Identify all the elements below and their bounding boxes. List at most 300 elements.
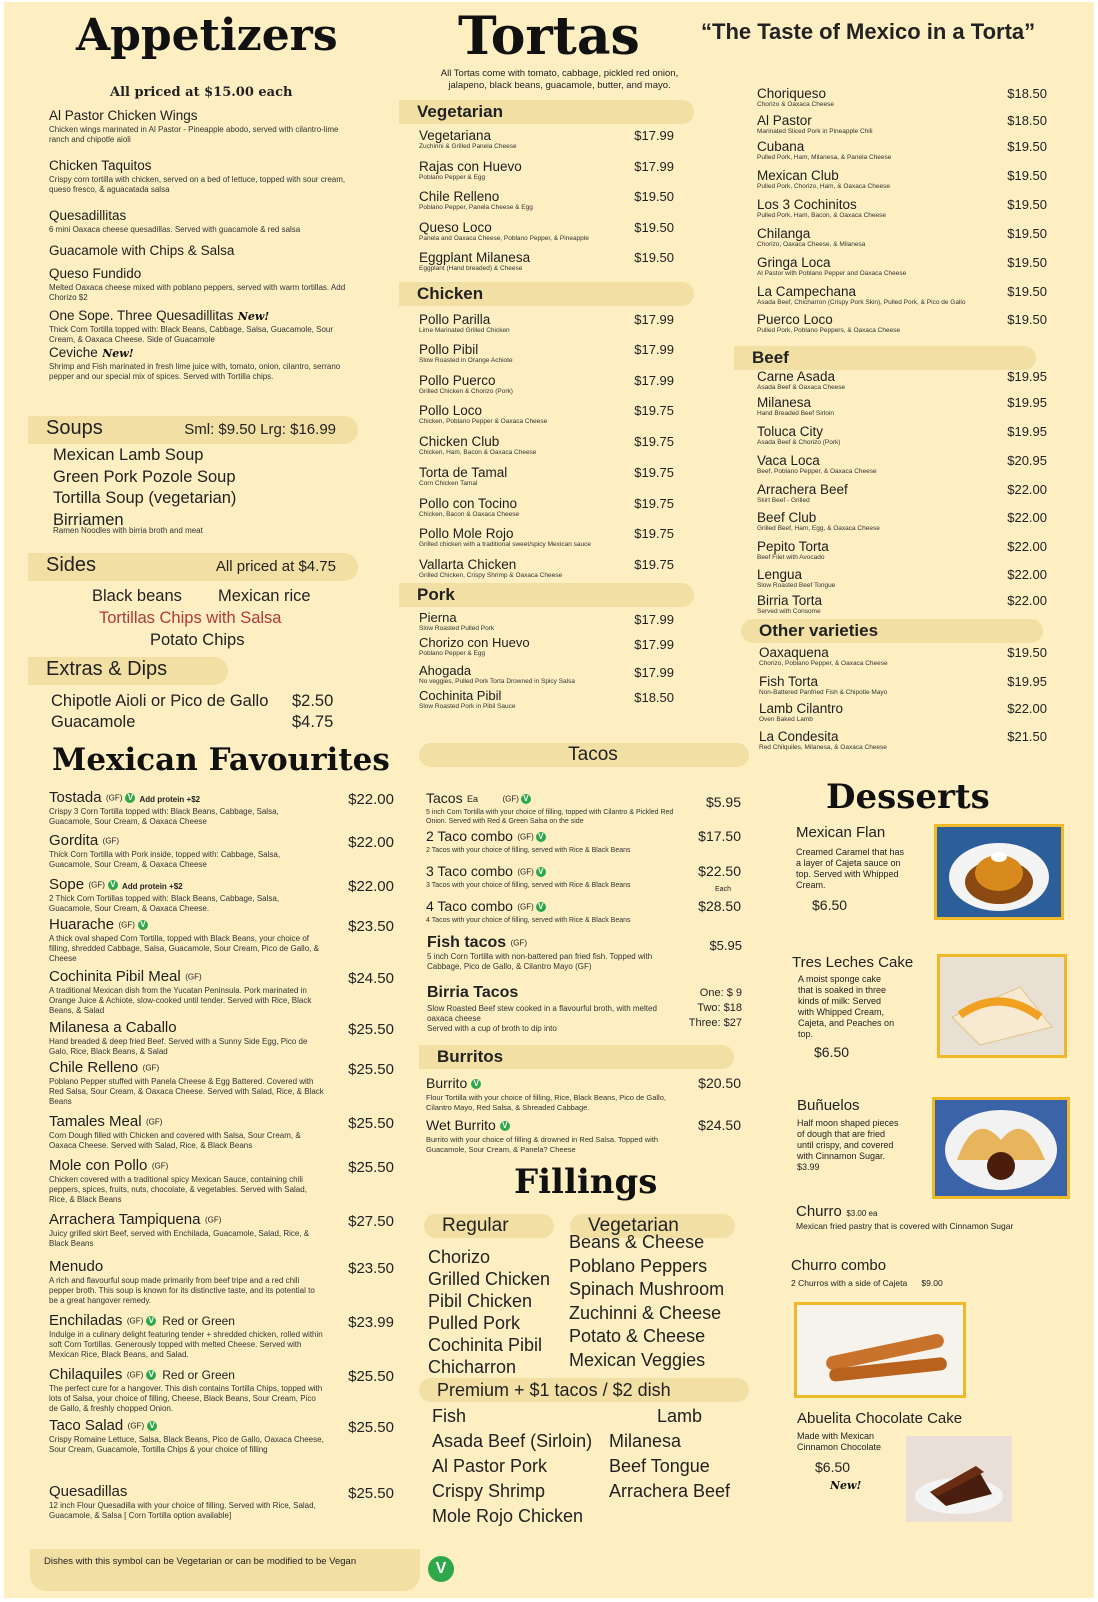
torta-name: Pollo Loco [419, 403, 483, 418]
torta-name: Cubana [757, 139, 805, 154]
vegetarian-fill-title: Vegetarian [588, 1215, 679, 1236]
fish-tacos-name: Fish tacos [427, 934, 507, 951]
vegetarian-icon: V [147, 1421, 157, 1431]
torta-item [419, 220, 674, 243]
extra-guacamole-price: $4.75 [292, 713, 334, 731]
torta-item [757, 567, 1047, 590]
flan-desc: Creamed Caramel that has a layer of Cajeta sauce on top. Served with Whipped Cream. [796, 847, 905, 890]
favourite-price: $25.50 [348, 1419, 394, 1436]
appetizer-name: Ceviche [49, 345, 98, 360]
filling-item: Lamb [657, 1406, 703, 1426]
burrito-price: $24.50 [698, 1117, 741, 1133]
torta-item [419, 312, 674, 335]
torta-price: $19.50 [1007, 168, 1047, 183]
torta-name: Pollo Puerco [419, 373, 496, 388]
appetizer-item [49, 344, 369, 382]
torta-name: Fish Torta [759, 674, 819, 689]
torta-name: Lengua [757, 567, 803, 582]
torta-item [419, 342, 674, 365]
sides-price: All priced at $4.75 [215, 558, 336, 575]
favourite-item [49, 1211, 394, 1249]
taco-name: 2 Taco combo [426, 828, 513, 844]
gf-tag: (GF) [126, 1370, 144, 1380]
gf-tag: (GF) [517, 867, 534, 877]
torta-item [757, 139, 1047, 162]
torta-price: $19.75 [634, 403, 674, 418]
favourite-name: Quesadillas [49, 1483, 128, 1500]
torta-name: Chilanga [757, 226, 811, 241]
torta-item [419, 526, 674, 549]
torta-desc: Slow Roasted Pulled Pork [419, 625, 495, 632]
torta-name: Milanesa [757, 395, 812, 410]
torta-name: Eggplant Milanesa [419, 250, 531, 265]
torta-price: $21.50 [1007, 729, 1047, 744]
torta-desc: Beef Filet with Avocado [757, 554, 825, 561]
torta-name: Pierna [419, 610, 457, 625]
appetizer-name: Chicken Taquitos [49, 158, 152, 173]
torta-desc: Chicken, Poblano Pepper & Oaxaca Cheese [419, 418, 548, 425]
favourite-desc: Crispy 3 Corn Tortilla topped with: Black Beans, Cabbage, Salsa, Guacamole, Sour Cream, & Oaxaca Cheese [49, 807, 279, 826]
favourite-name: Huarache [49, 916, 115, 933]
appetizer-name: Al Pastor Chicken Wings [49, 108, 198, 123]
chicken-band [399, 282, 694, 306]
churro-combo-desc: 2 Churros with a side of Cajeta $9.00 [791, 1278, 943, 1288]
filling-item: Arrachera Beef [609, 1481, 731, 1501]
appetizer-item [49, 107, 369, 145]
vegetarian-title: Vegetarian [417, 102, 503, 121]
torta-item [419, 663, 674, 686]
taco-price: $22.50 [698, 863, 741, 879]
torta-item [419, 128, 674, 151]
flan-name: Mexican Flan [796, 824, 886, 841]
extras-band [28, 657, 228, 685]
soups-band [28, 416, 358, 444]
torta-desc: Chicken, Ham, Bacon & Oaxaca Cheese [419, 449, 537, 456]
birria-tacos-desc2: Served with a cup of broth to dip into [427, 1024, 557, 1033]
flan-image-icon [937, 827, 1061, 917]
birria-tacos-name: Birria Tacos [427, 984, 519, 1001]
favourite-name: Tamales Meal [49, 1113, 142, 1130]
favourite-item [49, 1113, 394, 1151]
appetizer-name: Guacamole with Chips & Salsa [49, 243, 235, 258]
favourite-item [49, 876, 394, 914]
taco-desc: 3 Tacos with your choice of filling, served with Rice & Black Beans [426, 882, 631, 889]
appetizer-desc: Shrimp and Fish marinated in fresh lime juice with, tomato, onion, cilantro, serrano pepper and our special mix of spices. Served with Tortilla chips. [49, 362, 341, 381]
torta-price: $20.95 [1007, 453, 1047, 468]
churro-name: Churro [796, 1203, 842, 1220]
fish-tacos-gf: (GF) [510, 938, 528, 948]
gf-tag: (GF) [517, 832, 534, 842]
vegetarian-icon: V [146, 1316, 156, 1326]
torta-name: Cochinita Pibil [419, 688, 502, 703]
bunuelos-name: Buñuelos [797, 1097, 860, 1114]
birria-prices: One: $ 9 Two: $18 Three: $27 [688, 987, 742, 1029]
gf-tag: (GF) [146, 1117, 163, 1127]
torta-desc: Non-Battered Panfried Fish & Chipotle Mayo [759, 689, 888, 696]
favourite-item [49, 1258, 394, 1306]
favourite-desc: The perfect cure for a hangover. This dish contains Tortilla Chips, topped with lots of Salsa, your choice of filling, Cheese, Black Beans, Sour Cream, Pico de Gallo, & freshly chopped Onion. [49, 1384, 323, 1413]
torta-item [757, 86, 1047, 109]
tres-leches-name: Tres Leches Cake [792, 954, 914, 971]
torta-name: Gringa Loca [757, 255, 831, 270]
sides-title: Sides [46, 554, 97, 576]
churro-combo [791, 1257, 1051, 1289]
favourite-price: $25.50 [348, 1021, 394, 1038]
torta-price: $19.50 [1007, 139, 1047, 154]
fish-tacos [427, 934, 742, 972]
torta-name: Puerco Loco [757, 312, 833, 327]
premium-band [419, 1378, 749, 1402]
torta-item [419, 557, 674, 580]
torta-price: $19.50 [1007, 197, 1047, 212]
torta-price: $19.50 [1007, 645, 1047, 660]
tres-leches [792, 954, 932, 1060]
fish-tacos-desc: 5 inch Corn Tortilla with non-battered pan fried fish. Topped with Cabbage, Pico de Gallo, & Cilantro Mayo (GF) [427, 952, 653, 971]
burritos-band [419, 1045, 734, 1069]
flan [796, 824, 916, 913]
torta-item [757, 197, 1047, 220]
favourite-extra: Add protein +$2 [139, 795, 201, 804]
torta-desc: Red Chilquiles, Milanesa, & Oaxaca Cheese [759, 744, 887, 751]
torta-price: $17.99 [634, 312, 674, 327]
favourite-desc: Poblano Pepper stuffed with Panela Cheese & Egg Battered. Covered with Red Salsa, Sour Cream, & Oaxaca Cheese. Served with Salad, Rice, & Black Beans [49, 1077, 324, 1106]
side-potato-chips: Potato Chips [150, 631, 245, 649]
beef-title: Beef [752, 348, 789, 367]
favourite-extra: Red or Green [162, 1368, 235, 1382]
favourite-item [49, 1483, 394, 1521]
appetizer-item [49, 265, 369, 303]
torta-desc: Pulled Pork, Ham, Milanesa, & Panela Cheese [757, 154, 892, 161]
appetizer-desc: 6 mini Oaxaca cheese quesadillas. Served with guacamole & red salsa [49, 225, 301, 234]
filling-item: Potato & Cheese [569, 1326, 706, 1346]
soups-title: Soups [46, 417, 103, 439]
torta-name: Los 3 Cochinitos [757, 197, 857, 212]
favourite-name: Taco Salad [49, 1417, 124, 1434]
torta-name: Carne Asada [757, 369, 836, 384]
favourite-name: Gordita [49, 832, 99, 849]
abuelita-desc: Made with Mexican Cinnamon Chocolate [797, 1431, 882, 1452]
filling-item: Mole Rojo Chicken [432, 1506, 584, 1526]
favourite-item [49, 1019, 394, 1057]
torta-price: $19.50 [1007, 255, 1047, 270]
extra-guacamole: Guacamole [51, 713, 136, 731]
torta-item [757, 482, 1047, 505]
churro-combo-name: Churro combo [791, 1257, 887, 1274]
favourite-name: Milanesa a Caballo [49, 1019, 177, 1036]
gf-tag: (GF) [106, 793, 123, 803]
torta-price: $17.99 [634, 637, 674, 652]
torta-name: Chorizo con Huevo [419, 635, 530, 650]
torta-name: Oaxaquena [759, 645, 829, 660]
torta-price: $22.00 [1007, 539, 1047, 554]
desserts-title: Desserts [826, 777, 990, 817]
torta-price: $22.00 [1007, 701, 1047, 716]
gf-tag: (GF) [88, 880, 105, 890]
favourite-desc: A rich and flavourful soup made primarily from beef tripe and a red chili pepper broth. This soup is known for its distinctive taste, and its potential to be a great hangover remedy. [49, 1276, 315, 1305]
torta-name: Mexican Club [757, 168, 839, 183]
torta-name: Vaca Loca [757, 453, 820, 468]
torta-desc: Chorizo, Poblano Pepper, & Oaxaca Cheese [759, 660, 888, 667]
taco-price: $17.50 [698, 828, 741, 844]
torta-price: $17.99 [634, 342, 674, 357]
taco-name: 4 Taco combo [426, 898, 513, 914]
favourite-desc: Crispy Romaine Lettuce, Salsa, Black Beans, Pico de Gallo, Oaxaca Cheese, Sour Cream, Guacamole, Tortilla Chips & your choice of filling [49, 1435, 324, 1454]
torta-desc: Poblano Pepper & Egg [419, 650, 486, 657]
favourite-item [49, 1366, 394, 1414]
torta-desc: No veggies, Pulled Pork Torta Drowned in Spicy Salsa [419, 678, 575, 685]
tres-leches-desc: A moist sponge cake that is soaked in three kinds of milk: Served with Whipped Cream, Cajeta, and Peaches on top. [798, 974, 895, 1039]
taco-each-tag: Ea [467, 793, 479, 804]
burrito-name: Burrito [426, 1075, 468, 1091]
fillings-title: Fillings [514, 1162, 658, 1202]
favourite-desc: Thick Corn Tortilla with Pork inside, topped with: Cabbage, Salsa, Guacamole, Sour Cream, & Oaxaca Cheese [49, 850, 281, 869]
filling-item: Chorizo [428, 1247, 491, 1267]
extras-title: Extras & Dips [46, 658, 168, 680]
torta-desc: Served with Consome [757, 608, 821, 615]
favourite-price: $22.00 [348, 878, 394, 895]
torta-item [757, 510, 1047, 533]
torta-desc: Al Pastor with Poblano Pepper and Oaxaca Cheese [757, 270, 907, 277]
torta-desc: Eggplant (Hand breaded) & Cheese [419, 265, 523, 272]
burrito-desc: Flour Tortilla with your choice of filling, Rice, Black Beans, Pico de Gallo, Cilantro Mayo, Red Salsa, & Shreaded Cabbage. [426, 1093, 666, 1112]
favourite-price: $25.50 [348, 1368, 394, 1385]
filling-item: Fish [432, 1406, 467, 1426]
churro-price: $3.00 ea [846, 1209, 878, 1218]
tacos-band [419, 743, 749, 767]
favourite-desc: 2 Thick Corn Tortillas topped with: Black Beans, Cabbage, Salsa, Guacamole, Sour Cream, & Oaxaca Cheese. [49, 894, 280, 913]
torta-desc: Poblano Pepper & Egg [419, 173, 486, 181]
appetizer-item [49, 307, 369, 345]
gf-tag: (GF) [185, 972, 202, 982]
burrito-item [426, 1117, 746, 1154]
appetizer-name: Quesadillitas [49, 208, 127, 223]
torta-price: $18.50 [1007, 113, 1047, 128]
torta-name: Vallarta Chicken [419, 557, 517, 572]
favourite-desc: A thick oval shaped Corn Tortilla, topped with Black Beans, your choice of filling, shredded Cabbage, Salsa, Guacamole, Sour Cream, Pico de Gallo, & Cheese [49, 934, 319, 963]
favourites-title: Mexican Favourites [52, 742, 390, 778]
churro-desc: Mexican fried pastry that is covered with Cinnamon Sugar [796, 1221, 1014, 1231]
churro [796, 1203, 1066, 1232]
favourite-desc: Corn Dough filled with Chicken and covered with Salsa, Sour Cream, & Oaxaca Cheese. Served with Salad, Rice, & Black Beans [49, 1131, 301, 1150]
churro-photo [794, 1302, 966, 1398]
gf-tag: (GF) [142, 1063, 160, 1073]
torta-item [419, 465, 674, 488]
torta-name: Pollo con Tocino [419, 496, 518, 511]
torta-name: Choriqueso [757, 86, 827, 101]
torta-item [757, 539, 1047, 562]
favourite-price: $25.50 [348, 1115, 394, 1132]
burritos-title: Burritos [437, 1047, 504, 1066]
torta-price: $19.50 [634, 189, 674, 204]
torta-item [419, 403, 674, 426]
favourite-price: $27.50 [348, 1213, 394, 1230]
tacos-title: Tacos [568, 744, 618, 765]
vegetarian-icon: V [138, 920, 148, 930]
bunuelos-photo [932, 1097, 1070, 1199]
favourite-item [49, 1417, 394, 1455]
pork-title: Pork [417, 585, 455, 604]
appetizer-desc: Crispy corn tortilla with chicken, served on a bed of lettuce, topped with sour cream, queso fresco, & aguacatada salsa [49, 175, 346, 194]
favourite-name: Menudo [49, 1258, 104, 1275]
torta-item [757, 226, 1047, 249]
torta-price: $22.00 [1007, 482, 1047, 497]
filling-item: Poblano Peppers [569, 1255, 708, 1276]
burrito-item [426, 1075, 746, 1112]
filling-item: Mexican Veggies [569, 1349, 706, 1370]
filling-item: Grilled Chicken [428, 1269, 551, 1289]
pork-band [399, 583, 694, 607]
soup-item: Mexican Lamb Soup [53, 446, 204, 464]
torta-desc: Poblano Pepper, Panela Cheese & Egg [419, 204, 533, 211]
torta-desc: Pulled Pork, Chorizo, Ham, & Oaxaca Cheese [757, 183, 890, 190]
torta-item [757, 284, 1047, 307]
filling-item: Crispy Shrimp [432, 1481, 546, 1501]
flan-photo [934, 824, 1064, 920]
torta-desc: Chicken, Bacon & Oaxaca Cheese [419, 511, 520, 518]
vegetarian-icon: V [125, 793, 135, 803]
vegetarian-icon: V [536, 902, 546, 912]
favourite-item [49, 789, 394, 827]
burrito-price: $20.50 [698, 1075, 741, 1091]
torta-price: $17.99 [634, 612, 674, 627]
chicken-title: Chicken [417, 284, 484, 303]
torta-price: $22.00 [1007, 593, 1047, 608]
torta-price: $19.75 [634, 557, 674, 572]
torta-desc: Pulled Pork, Ham, Bacon, & Oaxaca Cheese [757, 212, 886, 219]
vegan-symbol-icon: V [428, 1556, 454, 1582]
torta-desc: Grilled Chicken, Crispy Shrimp & Oaxaca Cheese [419, 572, 563, 579]
extra-aioli-price: $2.50 [292, 692, 334, 710]
new-badge: New! [102, 347, 134, 360]
bunuelos-image-icon [935, 1100, 1067, 1196]
torta-price: $19.75 [634, 496, 674, 511]
menu-page [4, 2, 1094, 1598]
torta-name: Queso Loco [419, 219, 492, 235]
torta-price: $19.95 [1007, 424, 1047, 439]
vegetarian-icon: V [521, 794, 531, 804]
torta-item [759, 645, 1047, 668]
torta-item [419, 159, 674, 182]
filling-item: Chicharron [428, 1357, 517, 1377]
torta-desc: Skirt Beef - Grilled [757, 497, 810, 504]
favourite-price: $22.00 [348, 834, 394, 851]
bunuelos [797, 1097, 927, 1173]
favourite-item [49, 1157, 394, 1205]
abuelita-new-badge: New! [830, 1479, 862, 1492]
birriamen-desc: Ramen Noodles with birria broth and meat [53, 526, 203, 535]
torta-price: $19.50 [1007, 226, 1047, 241]
torta-desc: Oven Baked Lamb [759, 716, 813, 723]
torta-item [759, 674, 1047, 697]
appetizer-item [49, 157, 369, 195]
filling-item: Beef Tongue [609, 1456, 710, 1476]
side-black-beans: Black beans [92, 587, 182, 605]
filling-item: Spinach Mushroom [569, 1279, 725, 1299]
new-badge: New! [237, 310, 270, 323]
torta-price: $18.50 [1007, 86, 1047, 101]
torta-price: $17.99 [634, 373, 674, 388]
taco-each-label: Each [715, 886, 731, 893]
torta-desc: Corn Chicken Tamal [419, 480, 478, 487]
torta-price: $17.99 [634, 665, 674, 680]
torta-item [759, 701, 1047, 724]
fish-tacos-price: $5.95 [709, 938, 742, 953]
favourite-price: $24.50 [348, 970, 394, 987]
torta-desc: Hand Breaded Beef Sirloin [757, 410, 834, 417]
gf-tag: (GF) [502, 794, 519, 804]
favourite-price: $22.00 [348, 791, 394, 808]
torta-item [757, 593, 1047, 616]
torta-item [419, 434, 674, 457]
side-mexican-rice: Mexican rice [218, 587, 311, 605]
soups-price: Sml: $9.50 Lrg: $16.99 [184, 421, 336, 438]
abuelita-photo [906, 1436, 1012, 1522]
appetizer-desc: Chicken wings marinated in Al Pastor - Pineapple abodo, served with cilantro-lime ranch and chipotle aioli [49, 125, 339, 144]
favourite-item [49, 1312, 394, 1360]
gf-tag: (GF) [126, 1316, 144, 1326]
filling-item: Beans & Cheese [569, 1232, 705, 1252]
torta-price: $19.50 [1007, 312, 1047, 327]
taco-item [426, 863, 741, 890]
tagline: “The Taste of Mexico in a Torta” [701, 19, 1036, 44]
torta-desc: Asada Beef & Chorizo (Pork) [757, 439, 841, 446]
torta-item [757, 369, 1047, 392]
torta-item [419, 688, 674, 711]
taco-price: $28.50 [698, 898, 741, 914]
torta-name: Pollo Mole Rojo [419, 526, 514, 541]
favourite-price: $25.50 [348, 1485, 394, 1502]
torta-name: Beef Club [757, 510, 817, 525]
appetizer-desc: Thick Corn Tortilla topped with: Black Beans, Cabbage, Salsa, Guacamole, Sour Cream, & Oaxaca Cheese. Side of Guacamole [49, 325, 333, 344]
appetizer-item [49, 242, 369, 260]
torta-desc: Slow Roasted in Orange Achiote [419, 357, 513, 364]
torta-name: Al Pastor [757, 113, 812, 128]
torta-name: Lamb Cilantro [759, 701, 844, 716]
favourite-item [49, 968, 394, 1016]
favourite-item [49, 1059, 394, 1107]
taco-desc: 4 Tacos with your choice of filling, served with Rice & Black Beans [426, 917, 631, 924]
birria-tacos [427, 984, 742, 1034]
torta-item [759, 729, 1047, 752]
favourite-extra: Add protein +$2 [121, 882, 183, 891]
taco-item [426, 790, 741, 826]
appetizers-title: Appetizers [76, 10, 338, 61]
torta-price: $19.50 [634, 219, 674, 235]
torta-desc: Chorizo & Oaxaca Cheese [757, 101, 834, 108]
torta-desc: Lime Marinated Grilled Chicken [419, 327, 510, 334]
extra-aioli: Chipotle Aioli or Pico de Gallo [51, 692, 269, 710]
tortas-title: Tortas [458, 6, 640, 67]
vegetarian-icon: V [536, 832, 546, 842]
torta-item [419, 496, 674, 519]
torta-name: La Condesita [759, 729, 839, 744]
sides-band [28, 553, 358, 581]
bunuelos-desc: Half moon shaped pieces of dough that are fried until crispy, and covered with Cinnamon Sugar. $3.99 [797, 1118, 899, 1172]
torta-price: $17.99 [634, 128, 674, 143]
churro-image-icon [797, 1305, 963, 1395]
other-band [741, 619, 1043, 643]
regular-title: Regular [442, 1215, 509, 1236]
tres-leches-price: $6.50 [814, 1044, 850, 1060]
favourite-price: $25.50 [348, 1061, 394, 1078]
appetizer-desc: Melted Oaxaca cheese mixed with poblano peppers, served with warm tortillas. Add Chorizo $2 [49, 283, 346, 302]
gf-tag: (GF) [517, 902, 534, 912]
vegetarian-icon: V [500, 1121, 510, 1131]
favourite-name: Sope [49, 876, 85, 893]
torta-desc: Beef, Poblano Pepper, & Oaxaca Cheese [757, 468, 877, 475]
torta-desc: Grilled chicken with a traditional sweet/spicy Mexican sauce [419, 541, 591, 548]
torta-item [419, 373, 674, 396]
